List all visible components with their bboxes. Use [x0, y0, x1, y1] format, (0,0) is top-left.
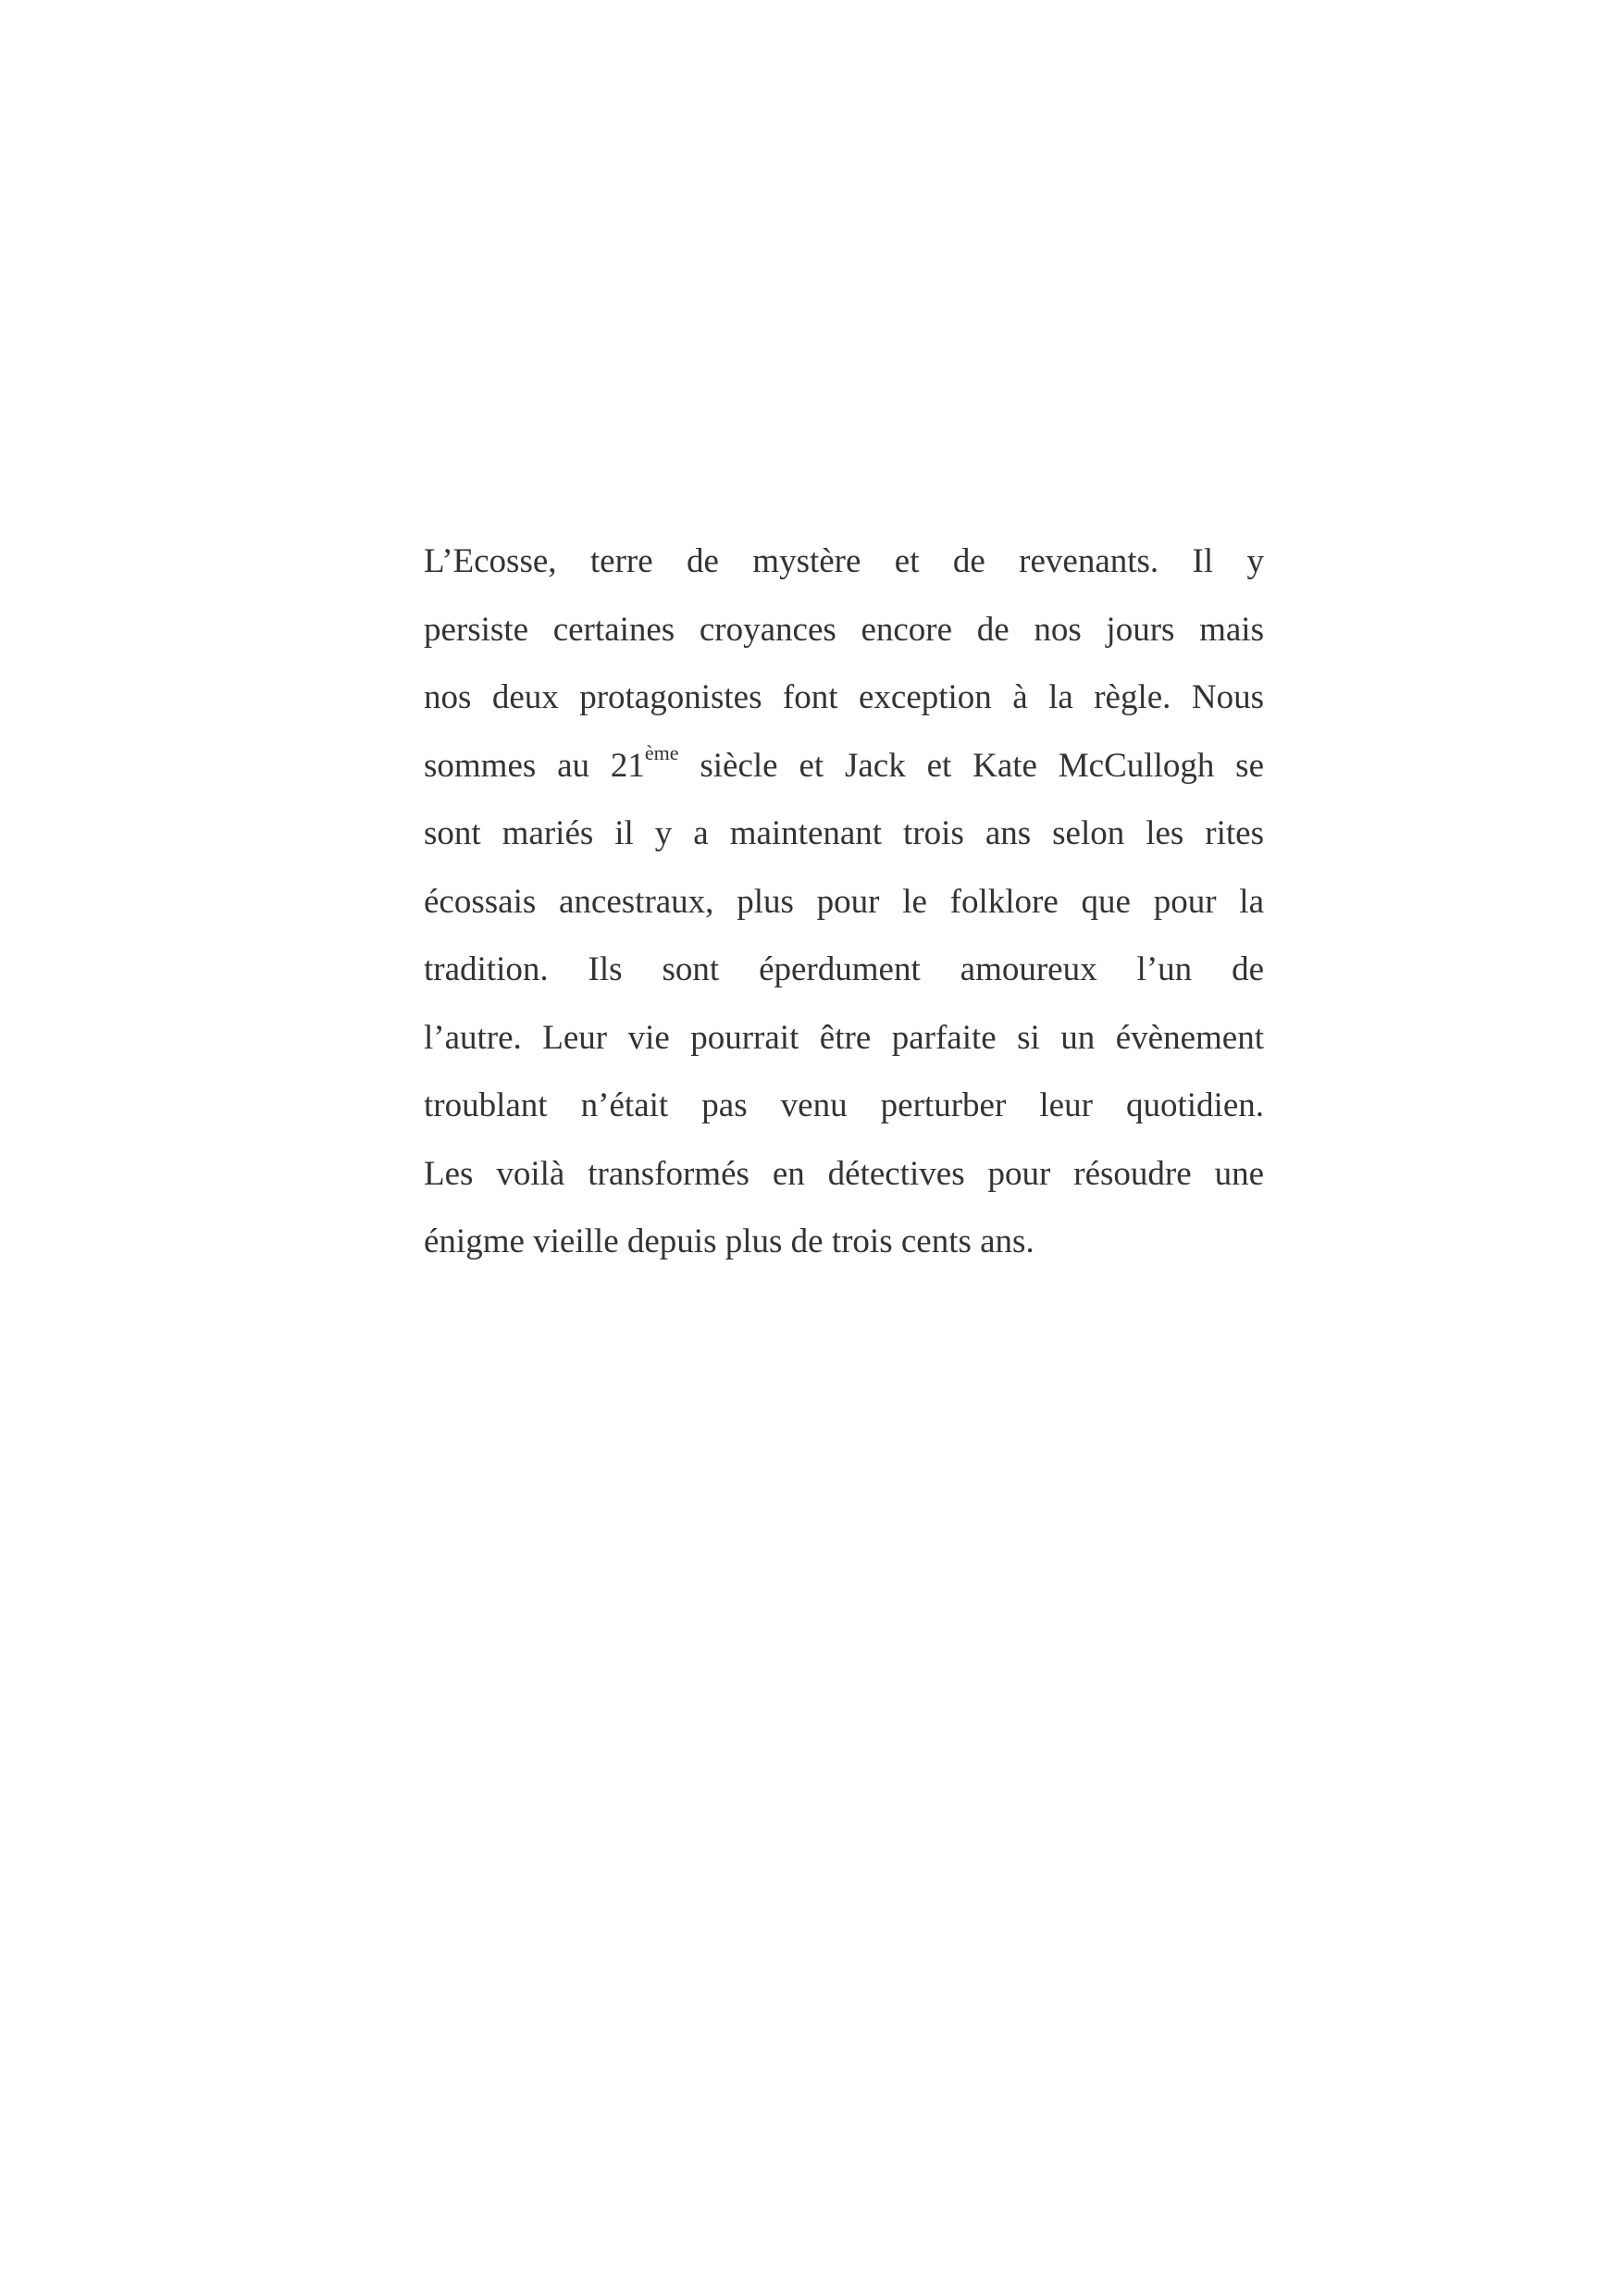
- paragraph-line: persiste certaines croyances encore de nos jours mais: [424, 610, 1264, 649]
- paragraph-line: Les voilà transformés en détectives pour résoudre une: [424, 1154, 1264, 1193]
- paragraph-line: écossais ancestraux, plus pour le folklore que pour la: [424, 882, 1264, 921]
- paragraph-line: troublant n’était pas venu perturber leur quotidien.: [424, 1086, 1264, 1124]
- paragraph-line: tradition. Ils sont éperdument amoureux l’un de: [424, 950, 1264, 988]
- paragraph-line: [424, 732, 1264, 800]
- paragraph-line-start: sommes au 21: [424, 746, 645, 785]
- paragraph-line: nos deux protagonistes font exception à la règle. Nous: [424, 678, 1264, 716]
- ordinal-superscript: ème: [644, 741, 679, 765]
- paragraph-line-end: siècle et Jack et Kate McCullogh se: [678, 746, 1265, 785]
- paragraph-line: L’Ecosse, terre de mystère et de revenants. Il y: [424, 542, 1264, 580]
- paragraph-line: énigme vieille depuis plus de trois cents ans.: [424, 1222, 1035, 1260]
- summary-paragraph: [424, 527, 1264, 1276]
- paragraph-line: sont mariés il y a maintenant trois ans selon les rites: [424, 814, 1264, 852]
- paragraph-line: l’autre. Leur vie pourrait être parfaite si un évènement: [424, 1018, 1264, 1057]
